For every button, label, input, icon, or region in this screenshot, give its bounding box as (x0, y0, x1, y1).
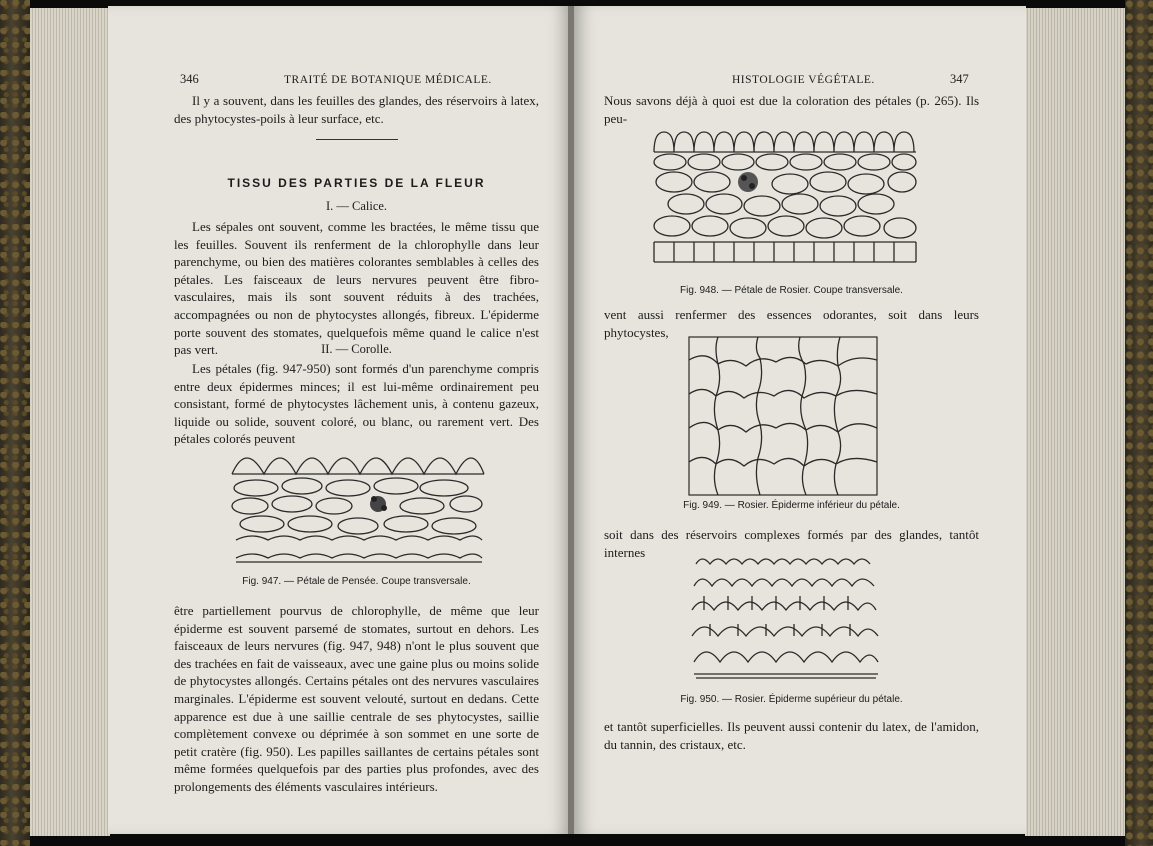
calice-paragraph: Les sépales ont souvent, comme les bractées, le même tissu que les feuilles. Souvent ils renferment de la chlorophylle dans leur parenchyme, ou bien des matières colorantes semblables à celles des pétales. Les faisceaux de leurs nervures peuvent être fibro-vasculaires, mais ils sont souvent réduits à des trachées, accompagnées ou non de phytocystes allongés, fibreux. L'épiderme porte souvent des stomates, quelquefois même quand le calice n'est pas vert. (174, 219, 539, 358)
subsection-calice: I. — Calice. (325, 199, 388, 213)
right-page-number: 347 (950, 72, 969, 86)
right-top-line: Nous savons déjà à quoi est due la coloration des pétales (p. 265). Ils peu- (604, 93, 979, 126)
subsection-corolle: II. — Corolle. (321, 342, 392, 356)
section-divider (316, 139, 398, 140)
right-running-head: HISTOLOGIE VÉGÉTALE. (732, 74, 875, 86)
book-cover-right (1125, 0, 1153, 846)
figure-950-rosier (690, 556, 880, 686)
left-page (108, 6, 570, 834)
right-line-after-948: vent aussi renfermer des essences odorantes, soit dans leurs phytocystes, (604, 307, 979, 340)
figure-949-caption: Fig. 949. — Rosier. Épiderme inférieur du pétale. (683, 500, 900, 511)
book-cover-left (0, 0, 30, 846)
left-final-paragraph: être partiellement pourvus de chlorophylle, de même que leur épiderme est souvent parsemé de stomates, surtout en dehors. Les faisceaux de leurs nervures (fig. 947, 948) n'ont le plus souvent que des trachées en fait de vaisseaux, avec une gaine plus ou moins solide de phytocystes allongés. Certains pétales ont des nervures vasculaires marginales. L'épiderme est souvent velouté, surtout en dedans. Cette apparence est due à une saillie centrale de ses phytocystes, saillie complètement convexe ou déprimée à son sommet en une sorte de petit cratère (fig. 950). Les papilles saillantes de certains pétales sont même formées quelquefois par des parties plus profondes, avec des prolongements des éléments vasculaires intérieurs. (174, 603, 539, 794)
page-edges-left (30, 8, 110, 836)
corolle-paragraph: Les pétales (fig. 947-950) sont formés d'un parenchyme compris entre deux épidermes minces; il est lui-même ordinairement peu consistant, formé de phytocystes lâchement unis, à contenu gazeux, liquide ou solide, souvent coloré, ou blanc, ou rarement vert. Des pétales colorés peuvent (174, 361, 539, 447)
right-line-after-949: soit dans des réservoirs complexes formés par des glandes, tantôt internes (604, 527, 979, 560)
left-intro-paragraph: Il y a souvent, dans les feuilles des glandes, des réservoirs à latex, des phytocystes-poils à leur surface, etc. (174, 93, 539, 126)
figure-947-pensee (226, 436, 488, 568)
figure-948-caption: Fig. 948. — Pétale de Rosier. Coupe transversale. (680, 285, 903, 296)
left-page-number: 346 (180, 72, 199, 86)
figure-947-caption: Fig. 947. — Pétale de Pensée. Coupe transversale. (242, 576, 471, 587)
right-final-paragraph: et tantôt superficielles. Ils peuvent aussi contenir du latex, de l'amidon, du tannin, des cristaux, etc. (604, 719, 979, 752)
right-page (574, 6, 1026, 834)
figure-948-rosier (650, 124, 922, 276)
section-title: TISSU DES PARTIES DE LA FLEUR (227, 176, 486, 190)
figure-950-caption: Fig. 950. — Rosier. Épiderme supérieur du pétale. (680, 694, 903, 705)
page-edges-right (1025, 8, 1125, 836)
left-running-head: TRAITÉ DE BOTANIQUE MÉDICALE. (284, 74, 492, 86)
figure-949-rosier (688, 336, 878, 496)
